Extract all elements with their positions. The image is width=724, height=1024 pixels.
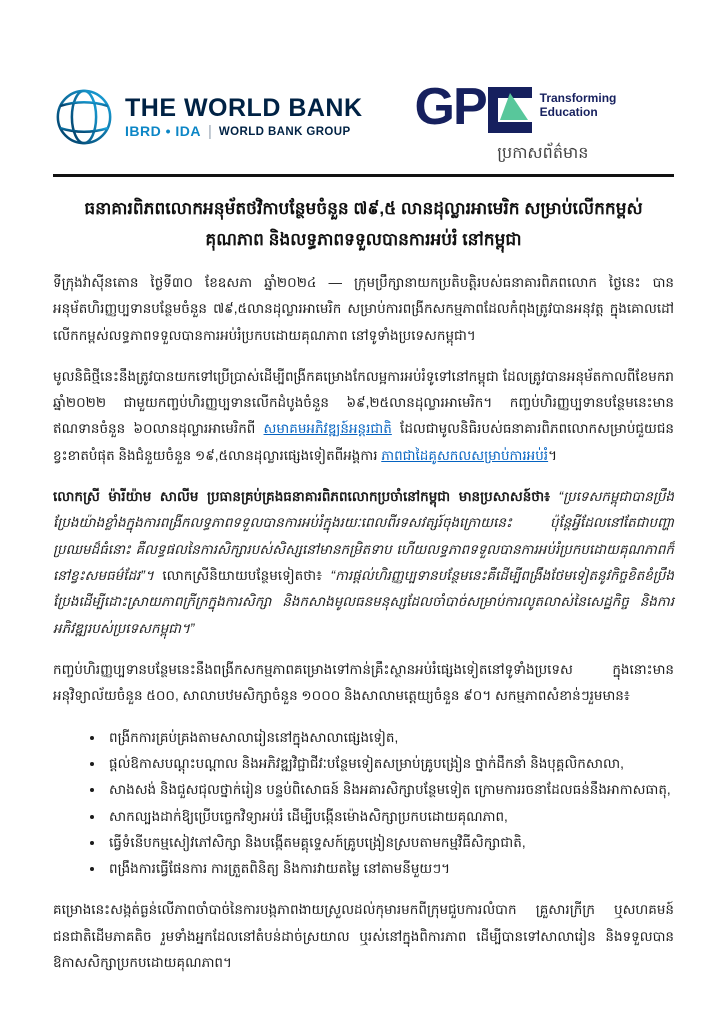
- worldbank-wordmark: [125, 95, 363, 140]
- worldbank-globe-icon: [53, 86, 115, 148]
- gpe-wordmark: [414, 78, 532, 136]
- worldbank-group-label: WORLD BANK GROUP: [218, 125, 351, 138]
- page-title: ធនាគារពិភពលោកអនុម័តថវិកាបន្ថែមចំនួន ៧៩,៥ លានដុល្លារអាមេរិក សម្រាប់លើកកម្ពស់គុណភាព និងលទ្ធភាពទទួលបានការអប់រំ នៅកម្ពុជា: [84, 199, 643, 250]
- gpe-tagline: [540, 92, 617, 120]
- press-release-label: ប្រកាសព័ត៌មាន: [497, 145, 589, 162]
- list-item: • ផ្តល់ឱកាសបណ្តុះបណ្តាល និងអភិវឌ្ឍវិជ្ជាជីវៈបន្ថែមទៀតសម្រាប់គ្រូបង្រៀន ថ្នាក់ដឹកនាំ និងបុគ្គលិកសាលា,: [105, 751, 674, 777]
- worldbank-logo: [53, 86, 363, 148]
- header-divider-rule: [53, 174, 674, 177]
- worldbank-divider-glyph: |: [208, 122, 212, 140]
- link-global-partnership-for-education[interactable]: ភាពជាដៃគូសកលសម្រាប់ការអប់រំ: [381, 447, 549, 463]
- list-item: • សាកល្បងដាក់ឱ្យប្រើបច្ចេកវិទ្យាអប់រំ ដើម្បីបង្កើនម៉ោងសិក្សាប្រកបដោយគុណភាព,: [105, 804, 674, 830]
- page-header: [53, 78, 674, 164]
- activities-bullet-list: [53, 725, 674, 883]
- gpe-letters-gp: GP: [414, 78, 486, 136]
- worldbank-ibrd-ida-label: IBRD • IDA: [125, 123, 202, 140]
- quote-text-2: “ការផ្តល់ហិរញ្ញប្បទានបន្ថែមនេះគឺដើម្បីពង្រឹងថែមទៀតនូវកិច្ចខិតខំប្រឹងប្រែងដើម្បីដោះស្រាយភាពក្រីក្រក្នុងការសិក្សា និងកសាងមូលធនមនុស្សដែលចាំបាច់សម្រាប់ការលូតលាស់នៃសេដ្ឋកិច្ច និងការអភិវឌ្ឍរបស់ប្រទេសកម្ពុជា។”: [53, 568, 674, 636]
- paragraph-closing: គម្រោងនេះសង្កត់ធ្ងន់លើភាពចាំបាច់នៃការបង្កភាពងាយស្រួលដល់កុមារមកពីក្រុមជួបការលំបាក គ្រួសារក្រីក្រ ឬសហគមន៍ជនជាតិដើមភាគតិច រួមទាំងអ្នកដែលនៅតំបន់ដាច់ស្រយាល ឬរស់នៅក្នុងពិការភាព ដើម្បីបានទៅសាលារៀន និងទទួលបានឱកាសសិក្សាប្រកបដោយគុណភាព។: [53, 902, 674, 971]
- gpe-tagline-line1: Transforming: [539, 91, 617, 105]
- gpe-logo: [414, 78, 617, 136]
- paragraph-dateline-lead: ទីក្រុងវ៉ាស៊ីនតោន ថ្ងៃទី៣០ ខែឧសភា ឆ្នាំ២០២៤ — ក្រុមប្រឹក្សានាយកប្រតិបត្តិរបស់ធនាគារពិភពលោក ថ្ងៃនេះ បានអនុម័តហិរញ្ញប្បទានបន្ថែមចំនួន ៧៩,៥លានដុល្លារអាមេរិក សម្រាប់ការពង្រីកសកម្មភាពដែលកំពុងត្រូវបានអនុវត្ត ក្នុងគោលដៅលើកកម្ពស់លទ្ធភាពទទួលបានការអប់រំប្រកបដោយគុណភាព នៅទូទាំងប្រទេសកម្ពុជា។: [53, 274, 674, 343]
- list-item: • ពង្រឹងការធ្វើផែនការ ការត្រួតពិនិត្យ និងការវាយតម្លៃ នៅតាមនីមួយៗ។: [105, 856, 674, 882]
- paragraph-quote: [53, 484, 674, 642]
- worldbank-subtitle: [125, 124, 363, 140]
- worldbank-title: THE WORLD BANK: [125, 93, 363, 122]
- list-item: • ធ្វើទំនើបកម្មសៀវភៅសិក្សា និងបង្កើតមគ្គុទ្ទេសក៍គ្រូបង្រៀនស្របតាមកម្មវិធីសិក្សាជាតិ,: [105, 830, 674, 856]
- paragraph-expansion: កញ្ចប់ហិរញ្ញប្បទានបន្ថែមនេះនឹងពង្រីកសកម្មភាពគម្រោងទៅកាន់គ្រឹះស្ថានអប់រំផ្សេងទៀតនៅទូទាំងប្រទេស ក្នុងនោះមាន អនុវិទ្យាល័យចំនួន ៥០០, សាលាបឋមសិក្សាចំនួន ១០០០ និងសាលាមត្តេយ្យចំនួន ៩០។ សកម្មភាពសំខាន់ៗរួមមាន៖: [53, 661, 674, 704]
- gpe-letter-e-arrow-icon: [488, 87, 532, 133]
- quote-speaker-intro: លោកស្រី ម៉ារីយ៉ាម សាលីម ប្រធានគ្រប់គ្រងធនាគារពិភពលោកប្រចាំនៅកម្ពុជា មានប្រសាសន៍ថា៖: [53, 489, 559, 505]
- list-item: • ពង្រីកការគ្រប់គ្រងតាមសាលារៀននៅក្នុងសាលាផ្សេងទៀត,: [105, 725, 674, 751]
- paragraph-funding-run3: ។: [548, 447, 557, 463]
- link-international-development-association[interactable]: សមាគមអភិវឌ្ឍន៍អន្តរជាតិ: [263, 421, 392, 437]
- paragraph-funding-run1: មូលនិធិថ្មីនេះនឹងត្រូវបានយកទៅប្រើប្រាស់ដើម្បីពង្រីកគម្រោងកែលម្អការអប់រំទូទៅនៅកម្ពុជា ដែលត្រូវបានអនុម័តកាលពីខែមករា ឆ្នាំ២០២២ ជាមួយកញ្ចប់ហិរញ្ញប្បទានលើកដំបូងចំនួន ៦៩,២៥លានដុល្លារអាមេរិក។ កញ្ចប់ហិរញ្ញប្បទានបន្ថែមនេះមានឥណទានចំនួន ៦០លានដុល្លារអាមេរិកពី: [53, 368, 674, 437]
- paragraph-funding-run2: ដែលជាមូលនិធិរបស់ធនាគារពិភពលោកសម្រាប់ជួយជនខ្វះខាតបំផុត និងជំនួយចំនួន ១៩,៥លានដុល្លារផ្សេងទៀតពីអង្គការ: [53, 421, 674, 463]
- quote-speaker-mid: លោកស្រីនិយាយបន្ថែមទៀតថា៖: [162, 568, 331, 583]
- gpe-logo-block: [414, 78, 617, 166]
- gpe-tagline-line2: Education: [539, 104, 598, 119]
- paragraph-funding: [53, 364, 674, 469]
- list-item: • សាងសង់ និងជួសជុលថ្នាក់រៀន បន្ទប់ពិសោធន៍ និងអគារសិក្សាបន្ថែមទៀត ក្រោមការរចនាដែលធន់នឹងអាកាសធាតុ,: [105, 777, 674, 803]
- quote-text-1: “ប្រទេសកម្ពុជាបានប្រឹងប្រែងយ៉ាងខ្លាំងក្នុងការពង្រីកលទ្ធភាពទទួលបានការអប់រំក្នុងរយៈពេលពីរទសវត្សរ៍ចុងក្រោយនេះ ប៉ុន្តែអ្វីដែលនៅតែជាបញ្ហាប្រឈមដ៏ធំនោះ គឺលទ្ធផលនៃការសិក្សារបស់សិស្សនៅមានកម្រិតទាប ហើយលទ្ធភាពទទួលបានការអប់រំប្រកបដោយគុណភាពក៏នៅខ្វះសមធម៌ដែរ”។: [53, 489, 674, 583]
